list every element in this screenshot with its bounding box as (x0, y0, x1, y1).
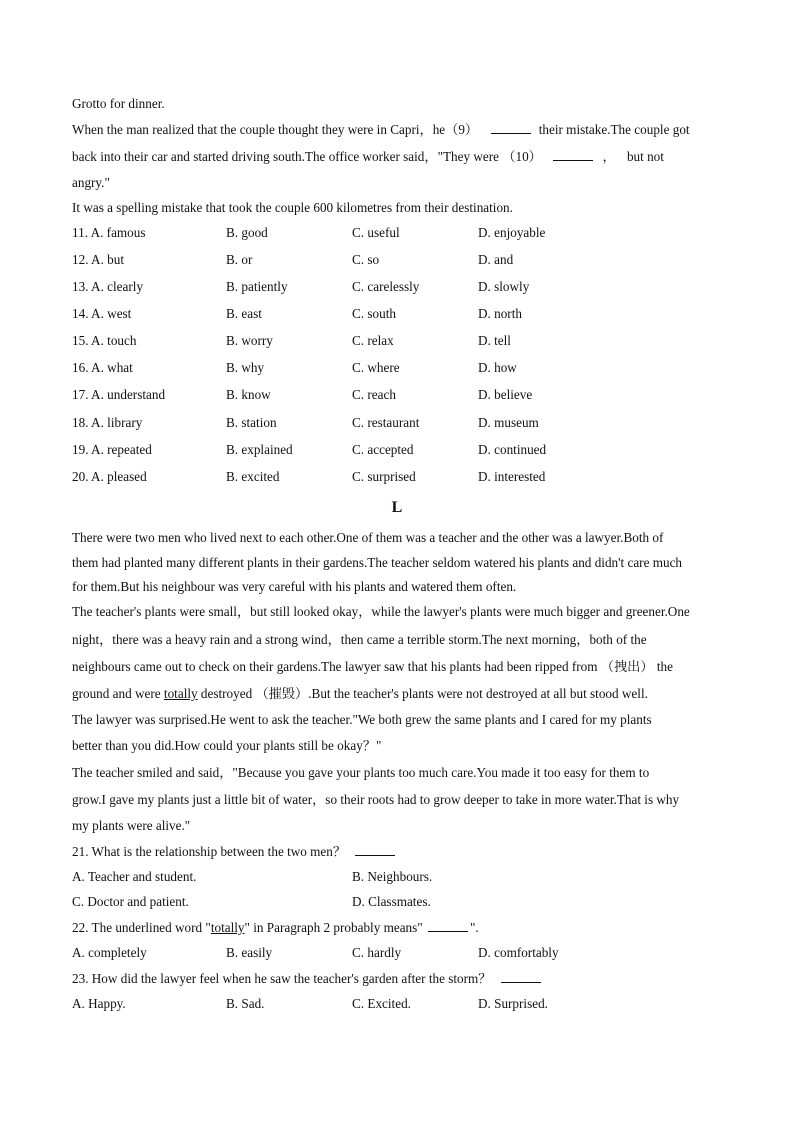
option-a[interactable]: 17. A. understand (72, 387, 166, 402)
question-21 (72, 843, 395, 860)
question-text: ". (469, 920, 479, 935)
option-d[interactable]: D. interested (478, 469, 546, 484)
answer-blank-9[interactable] (491, 121, 531, 134)
option-b[interactable]: B. station (226, 415, 277, 430)
option-b[interactable]: B. east (226, 306, 262, 321)
question-options-11 (72, 225, 732, 241)
passage-line: neighbours came out to check on their gardens.The lawyer saw that his plants had been ripped from （拽出） the (72, 659, 673, 674)
option-d[interactable]: D. Surprised. (478, 996, 548, 1011)
option-d[interactable]: D. comfortably (478, 945, 559, 960)
option-c[interactable]: C. reach (352, 387, 396, 402)
question-options-22 (72, 945, 732, 961)
option-d[interactable]: D. how (478, 360, 517, 375)
option-b[interactable]: B. excited (226, 469, 280, 484)
question-options-13 (72, 279, 732, 295)
passage-line (72, 148, 664, 165)
option-a[interactable]: 11. A. famous (72, 225, 146, 240)
option-d[interactable]: D. Classmates. (352, 894, 431, 909)
question-text: 23. How did the lawyer feel when he saw the teacher's garden after the storm？ (72, 971, 492, 986)
question-options-20 (72, 469, 732, 485)
option-d[interactable]: D. north (478, 306, 522, 321)
option-c[interactable]: C. hardly (352, 945, 402, 960)
passage-line: better than you did.How could your plants still be okay？" (72, 738, 382, 753)
passage-line: night，there was a heavy rain and a strong wind，then came a terrible storm.The next morning，both of the (72, 632, 647, 647)
question-options-12 (72, 252, 732, 268)
option-a[interactable]: 12. A. but (72, 252, 125, 267)
option-d[interactable]: D. and (478, 252, 514, 267)
option-c[interactable]: C. accepted (352, 442, 414, 457)
option-c[interactable]: C. useful (352, 225, 400, 240)
passage-text: their mistake.The couple got (538, 122, 690, 137)
passage-text: When the man realized that the couple thought they were in Capri，he（9） (72, 122, 479, 137)
passage-line: angry." (72, 175, 110, 190)
question-options-19 (72, 442, 732, 458)
question-options-18 (72, 415, 732, 431)
passage-line: There were two men who lived next to each other.One of them was a teacher and the other was a lawyer.Both of (72, 530, 664, 545)
option-c[interactable]: C. surprised (352, 469, 416, 484)
option-a[interactable]: 18. A. library (72, 415, 143, 430)
passage-text: back into their car and started driving south.The office worker said，"They were （10） (72, 149, 542, 164)
question-options-17 (72, 387, 732, 403)
option-d[interactable]: D. enjoyable (478, 225, 546, 240)
option-c[interactable]: C. relax (352, 333, 394, 348)
passage-text: destroyed （摧毁）.But the teacher's plants were not destroyed at all but stood well. (200, 686, 648, 701)
question-text: 22. The underlined word " (72, 920, 211, 935)
passage-line (72, 121, 690, 138)
underlined-word: totally (163, 686, 198, 701)
option-b[interactable]: B. explained (226, 442, 293, 457)
option-b[interactable]: B. know (226, 387, 271, 402)
option-b[interactable]: B. Neighbours. (352, 869, 433, 884)
question-options-23 (72, 996, 732, 1012)
passage-line: them had planted many different plants in their gardens.The teacher seldom watered his plants and didn't care much (72, 555, 683, 570)
option-c[interactable]: C. south (352, 306, 396, 321)
option-b[interactable]: B. worry (226, 333, 273, 348)
option-b[interactable]: B. or (226, 252, 253, 267)
passage-text: ground and were (72, 686, 161, 701)
option-c[interactable]: C. restaurant (352, 415, 420, 430)
option-c[interactable]: C. Doctor and patient. (72, 894, 189, 909)
answer-blank-22[interactable] (428, 919, 468, 932)
option-c[interactable]: C. carelessly (352, 279, 420, 294)
passage-line: grow.I gave my plants just a little bit of water，so their roots had to grow deeper to take in more water.That is why (72, 792, 680, 807)
option-a[interactable]: 14. A. west (72, 306, 132, 321)
option-b[interactable]: B. patiently (226, 279, 288, 294)
question-text: " in Paragraph 2 probably means" (244, 920, 423, 935)
option-a[interactable]: 16. A. what (72, 360, 133, 375)
option-d[interactable]: D. believe (478, 387, 533, 402)
option-b[interactable]: B. good (226, 225, 268, 240)
answer-blank-23[interactable] (501, 970, 541, 983)
option-b[interactable]: B. why (226, 360, 265, 375)
section-title: L (391, 499, 403, 516)
option-a[interactable]: A. Teacher and student. (72, 869, 197, 884)
option-a[interactable]: 19. A. repeated (72, 442, 152, 457)
option-b[interactable]: B. Sad. (226, 996, 265, 1011)
question-options-21b (72, 894, 732, 910)
option-c[interactable]: C. so (352, 252, 380, 267)
question-options-21 (72, 869, 732, 885)
passage-line: It was a spelling mistake that took the couple 600 kilometres from their destination. (72, 200, 513, 215)
passage-line: my plants were alive." (72, 818, 191, 833)
option-c[interactable]: C. where (352, 360, 400, 375)
passage-line: for them.But his neighbour was very careful with his plants and watered them often. (72, 579, 517, 594)
passage-line: The teacher's plants were small，but still looked okay，while the lawyer's plants were much bigger and greener.One (72, 604, 690, 619)
question-text: 21. What is the relationship between the two men？ (72, 844, 347, 859)
underlined-word: totally (210, 920, 245, 935)
option-a[interactable]: A. completely (72, 945, 147, 960)
option-d[interactable]: D. continued (478, 442, 547, 457)
question-options-16 (72, 360, 732, 376)
passage-line (72, 686, 648, 702)
question-23 (72, 970, 541, 987)
option-a[interactable]: A. Happy. (72, 996, 126, 1011)
option-a[interactable]: 15. A. touch (72, 333, 137, 348)
option-d[interactable]: D. museum (478, 415, 539, 430)
option-d[interactable]: D. slowly (478, 279, 530, 294)
answer-blank-10[interactable] (553, 148, 593, 161)
option-b[interactable]: B. easily (226, 945, 273, 960)
passage-line: The teacher smiled and said，"Because you gave your plants too much care.You made it too easy for them to (72, 765, 650, 780)
passage-text: but not (626, 149, 664, 164)
question-options-14 (72, 306, 732, 322)
passage-line: The lawyer was surprised.He went to ask the teacher."We both grew the same plants and I cared for my plants (72, 712, 652, 727)
option-a[interactable]: 20. A. pleased (72, 469, 147, 484)
answer-blank-21[interactable] (355, 843, 395, 856)
question-22 (72, 919, 479, 936)
passage-text: ， (602, 149, 616, 164)
passage-line: Grotto for dinner. (72, 96, 165, 111)
option-d[interactable]: D. tell (478, 333, 511, 348)
option-c[interactable]: C. Excited. (352, 996, 411, 1011)
option-a[interactable]: 13. A. clearly (72, 279, 144, 294)
question-options-15 (72, 333, 732, 349)
